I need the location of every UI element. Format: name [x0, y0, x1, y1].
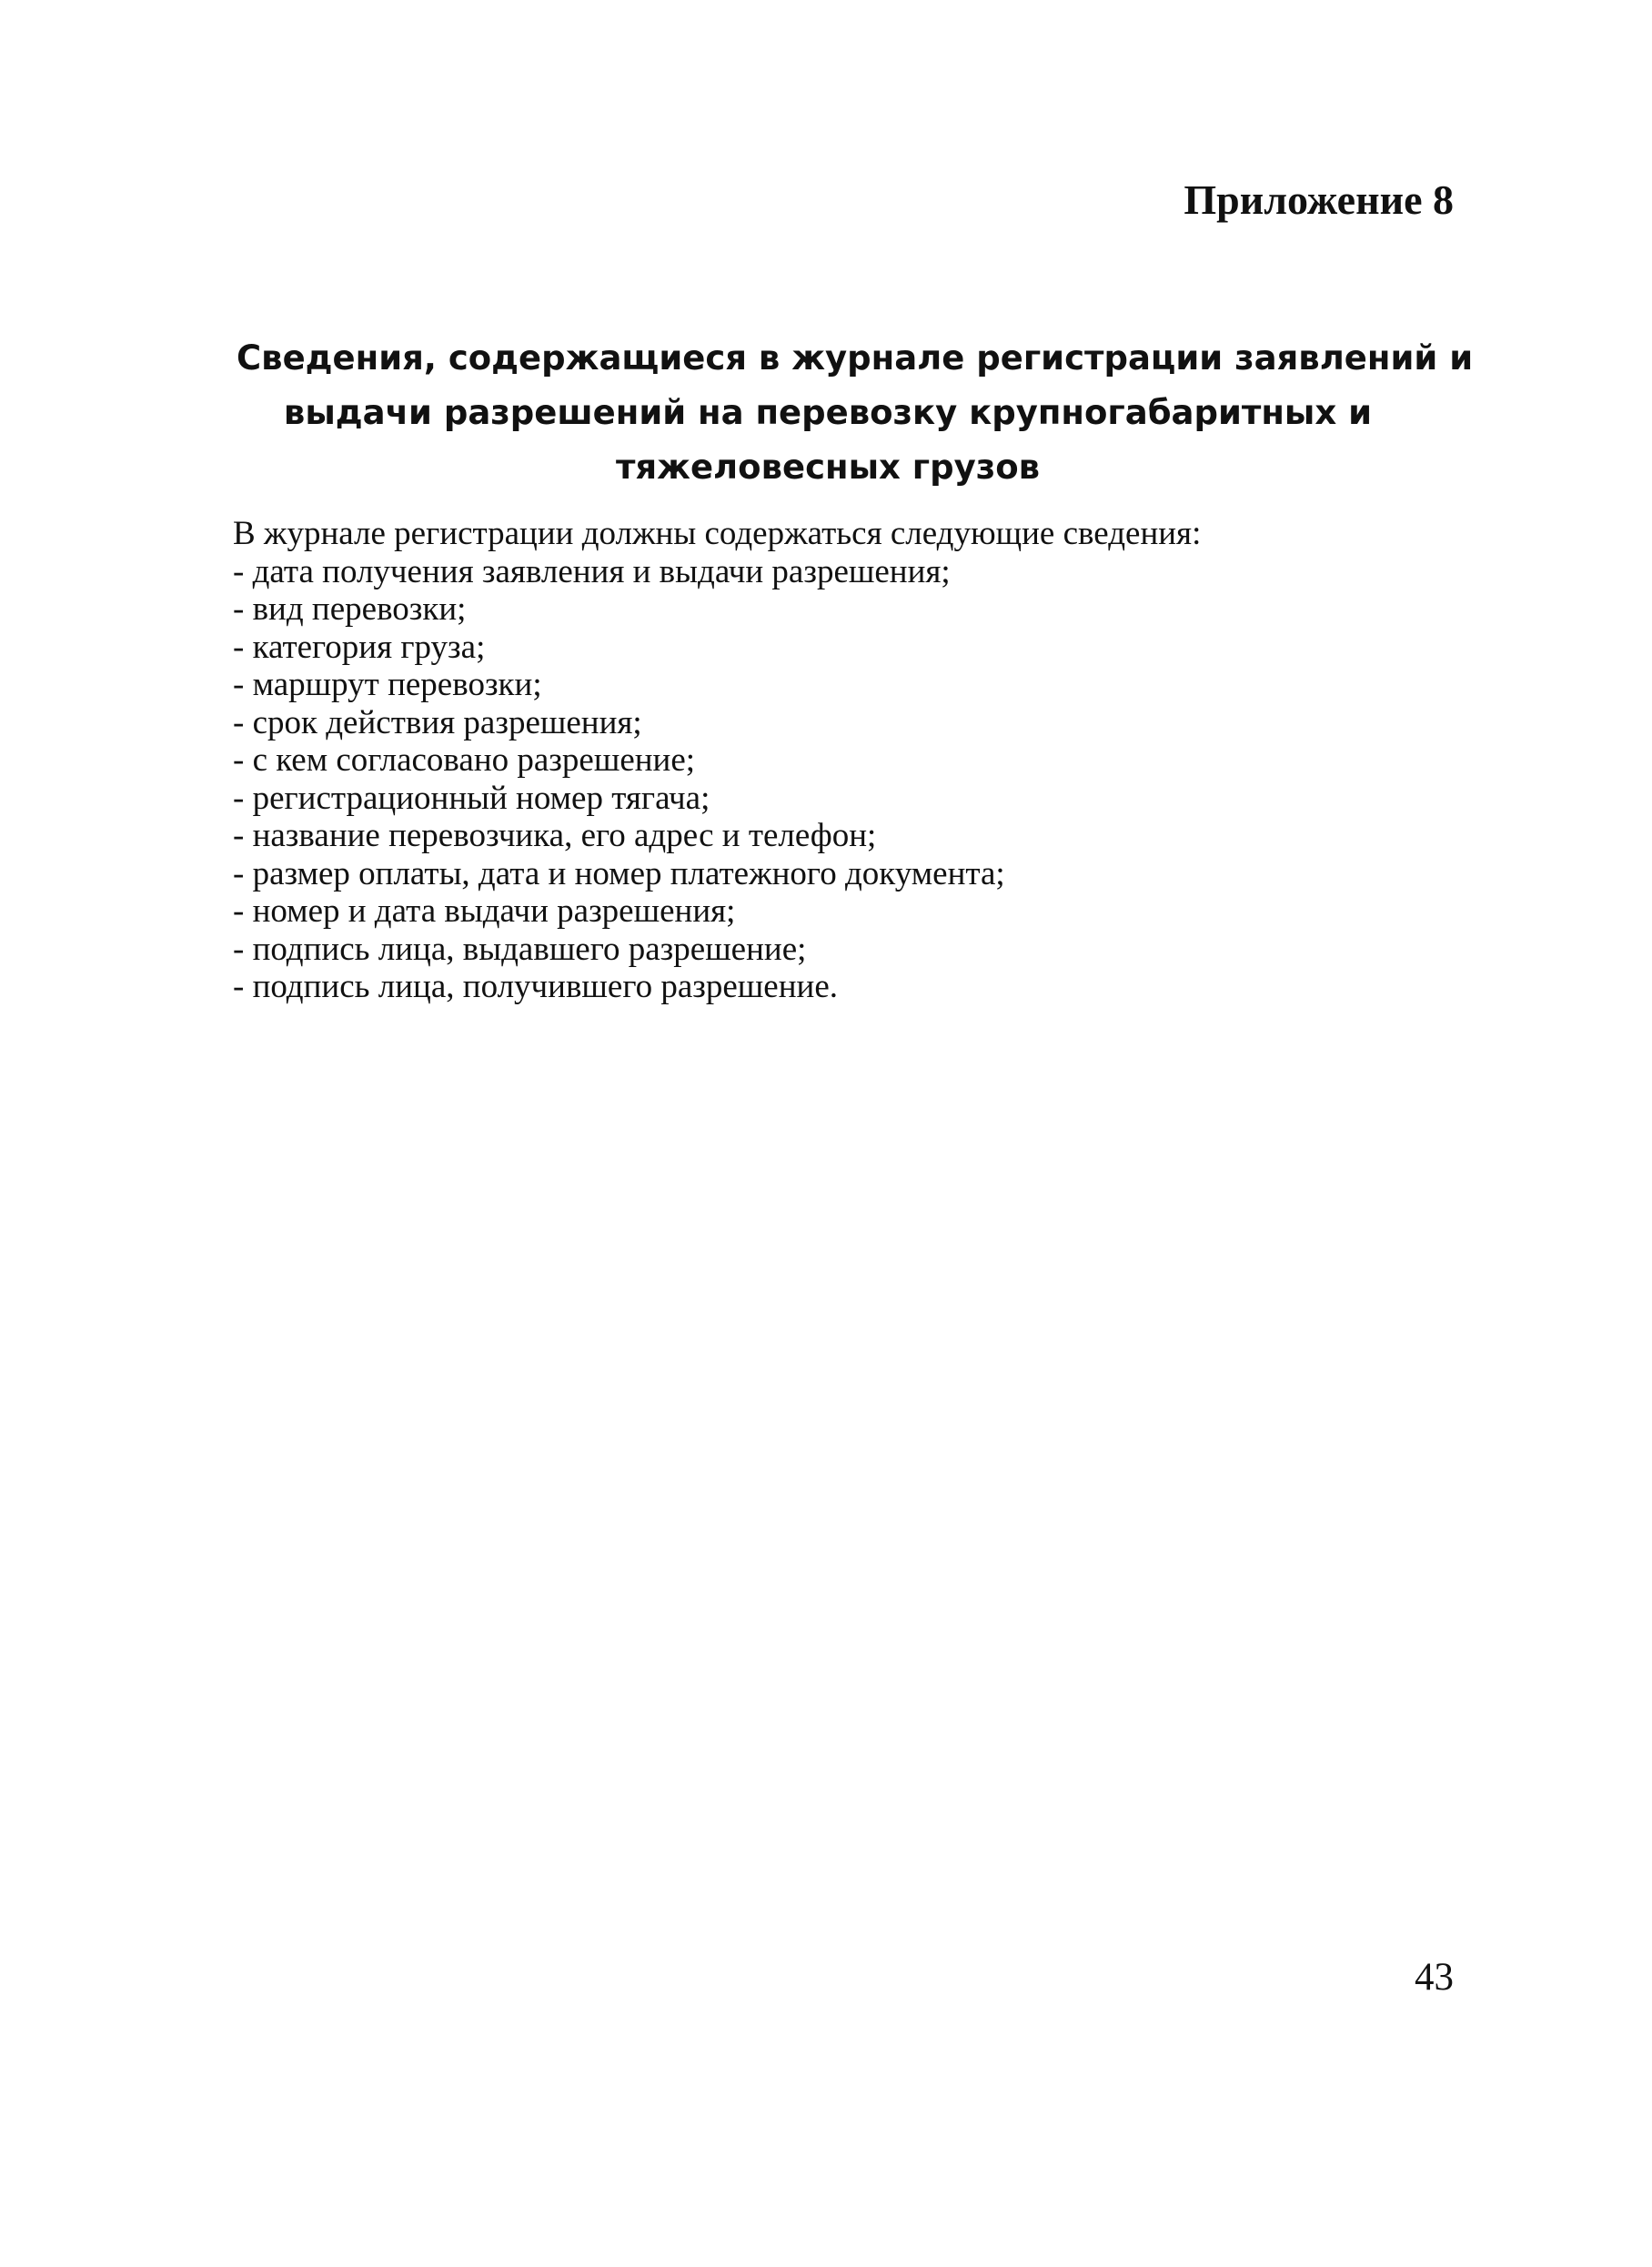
list-item: - дата получения заявления и выдачи разрешения;: [233, 552, 951, 590]
list-item: - подпись лица, получившего разрешение.: [233, 968, 838, 1005]
document-body: [233, 515, 1452, 1006]
list-item: - с кем согласовано разрешение;: [233, 741, 696, 779]
document-title: [237, 331, 1474, 495]
title-line-3: тяжеловесных грузов: [615, 448, 1041, 487]
requirements-list: [233, 553, 1452, 1006]
list-item: - регистрационный номер тягача;: [233, 779, 710, 817]
appendix-label: Приложение 8: [1184, 176, 1454, 223]
list-item: - номер и дата выдачи разрешения;: [233, 892, 736, 930]
list-item: - срок действия разрешения;: [233, 703, 642, 741]
intro-paragraph: В журнале регистрации должны содержаться следующие сведения:: [233, 515, 1202, 552]
list-item: - маршрут перевозки;: [233, 666, 542, 703]
list-item: - категория груза;: [233, 628, 486, 666]
list-item: - подпись лица, выдавшего разрешение;: [233, 930, 807, 968]
title-line-2: выдачи разрешений на перевозку крупногабаритных и: [283, 393, 1373, 432]
page-number: 43: [1415, 1956, 1454, 1999]
list-item: - вид перевозки;: [233, 590, 467, 628]
list-item: - название перевозчика, его адрес и телефон;: [233, 817, 877, 854]
list-item: - размер оплаты, дата и номер платежного документа;: [233, 854, 1005, 892]
title-line-1: Сведения, содержащиеся в журнале регистрации заявлений и: [237, 338, 1474, 378]
